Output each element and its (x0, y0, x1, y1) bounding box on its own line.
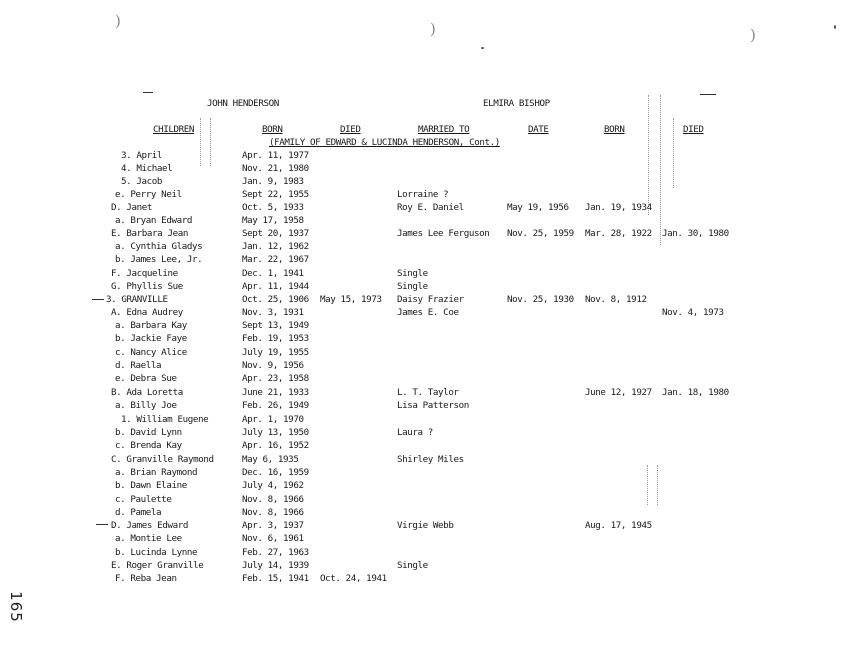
child-name: a. Bryan Edward (115, 215, 192, 226)
born-date: Feb. 19, 1953 (242, 333, 309, 344)
column-rule (648, 95, 649, 215)
child-name: d. Raella (115, 360, 162, 371)
col-died: DIED (340, 124, 361, 135)
child-name: F. Reba Jean (115, 573, 177, 584)
spouse-name: Shirley Miles (397, 454, 464, 465)
child-name: b. David Lynn (115, 427, 182, 438)
child-name: D. James Edward (111, 520, 188, 531)
born-date: June 21, 1933 (242, 387, 309, 398)
scan-mark: ) (430, 20, 436, 38)
child-name: b. Jackie Faye (115, 333, 187, 344)
child-name: C. Granville Raymond (111, 454, 214, 465)
child-name: D. Janet (111, 202, 153, 213)
spouse-born-date: Jan. 19, 1934 (585, 202, 652, 213)
born-date: Nov. 9, 1956 (242, 360, 304, 371)
child-name: a. Barbara Kay (115, 320, 187, 331)
scan-speck (481, 47, 484, 49)
born-date: Feb. 27, 1963 (242, 547, 309, 558)
spouse-name: Single (397, 268, 428, 279)
column-rule (210, 118, 211, 166)
spouse-died-date: Nov. 4, 1973 (662, 307, 724, 318)
spouse-name: L. T. Taylor (397, 387, 459, 398)
column-rule (647, 465, 648, 505)
child-name: c. Brenda Kay (115, 440, 182, 451)
child-name: 1. William Eugene (121, 414, 209, 425)
scan-mark: ) (115, 12, 121, 30)
spouse-born-date: Aug. 17, 1945 (585, 520, 652, 531)
page-number: 165 (6, 591, 25, 623)
born-date: Nov. 8, 1966 (242, 507, 304, 518)
child-name: 3. GRANVILLE (106, 294, 168, 305)
born-date: Nov. 3, 1931 (242, 307, 304, 318)
marriage-date: Nov. 25, 1959 (507, 228, 574, 239)
family-subtitle: (FAMILY OF EDWARD & LUCINDA HENDERSON, Cont.) (269, 137, 500, 148)
born-date: Dec. 1, 1941 (242, 268, 304, 279)
born-date: Sept 20, 1937 (242, 228, 309, 239)
spouse-name: Daisy Frazier (397, 294, 464, 305)
child-name: a. Cynthia Gladys (115, 241, 203, 252)
born-date: Apr. 11, 1977 (242, 150, 309, 161)
spouse-name: Virgie Webb (397, 520, 454, 531)
child-name: G. Phyllis Sue (111, 281, 183, 292)
spouse-died-date: Jan. 30, 1980 (662, 228, 729, 239)
born-date: July 14, 1939 (242, 560, 309, 571)
column-rule (673, 118, 674, 188)
marriage-date: May 19, 1956 (507, 202, 569, 213)
born-date: May 17, 1958 (242, 215, 304, 226)
child-name: 4. Michael (121, 163, 173, 174)
child-name: b. James Lee, Jr. (115, 254, 203, 265)
col-date: DATE (528, 124, 549, 135)
child-name: a. Billy Joe (115, 400, 177, 411)
born-date: Sept 13, 1949 (242, 320, 309, 331)
born-date: July 13, 1950 (242, 427, 309, 438)
born-date: Sept 22, 1955 (242, 189, 309, 200)
born-date: Nov. 6, 1961 (242, 533, 304, 544)
born-date: Apr. 11, 1944 (242, 281, 309, 292)
child-name: c. Nancy Alice (115, 347, 187, 358)
mother-name: ELMIRA BISHOP (483, 98, 550, 109)
child-name: b. Dawn Elaine (115, 480, 187, 491)
child-name: d. Pamela (115, 507, 162, 518)
child-name: b. Lucinda Lynne (115, 547, 198, 558)
child-name: F. Jacqueline (111, 268, 178, 279)
born-date: Apr. 1, 1970 (242, 414, 304, 425)
child-name: a. Brian Raymond (115, 467, 198, 478)
col-born: BORN (262, 124, 283, 135)
spouse-name: Laura ? (397, 427, 433, 438)
spouse-name: Single (397, 281, 428, 292)
born-date: Nov. 21, 1980 (242, 163, 309, 174)
margin-arrow (96, 524, 108, 525)
died-date: May 15, 1973 (320, 294, 382, 305)
child-name: B. Ada Loretta (111, 387, 183, 398)
father-name: JOHN HENDERSON (207, 98, 279, 109)
born-date: Apr. 23, 1958 (242, 373, 309, 384)
col-children: CHILDREN (153, 124, 195, 135)
col-spouse-born: BORN (604, 124, 625, 135)
child-name: E. Roger Granville (111, 560, 204, 571)
born-date: July 19, 1955 (242, 347, 309, 358)
child-name: E. Barbara Jean (111, 228, 188, 239)
spouse-died-date: Jan. 18, 1980 (662, 387, 729, 398)
child-name: A. Edna Audrey (111, 307, 183, 318)
column-rule (660, 95, 661, 245)
spouse-born-date: June 12, 1927 (585, 387, 652, 398)
born-date: Feb. 26, 1949 (242, 400, 309, 411)
scan-mark (700, 94, 716, 95)
spouse-name: Roy E. Daniel (397, 202, 464, 213)
child-name: e. Perry Neil (115, 189, 182, 200)
col-spouse-died: DIED (683, 124, 704, 135)
born-date: July 4, 1962 (242, 480, 304, 491)
col-married-to: MARRIED TO (418, 124, 470, 135)
born-date: Oct. 25, 1906 (242, 294, 309, 305)
spouse-name: James E. Coe (397, 307, 459, 318)
scan-speck (834, 25, 836, 29)
column-rule (657, 465, 658, 505)
born-date: Apr. 3, 1937 (242, 520, 304, 531)
born-date: Nov. 8, 1966 (242, 494, 304, 505)
died-date: Oct. 24, 1941 (320, 573, 387, 584)
spouse-born-date: Nov. 8, 1912 (585, 294, 647, 305)
scan-mark (143, 92, 153, 93)
born-date: Jan. 12, 1962 (242, 241, 309, 252)
spouse-name: Single (397, 560, 428, 571)
column-rule (200, 118, 201, 166)
spouse-name: Lorraine ? (397, 189, 449, 200)
child-name: a. Montie Lee (115, 533, 182, 544)
marriage-date: Nov. 25, 1930 (507, 294, 574, 305)
born-date: Feb. 15, 1941 (242, 573, 309, 584)
child-name: 3. April (121, 150, 163, 161)
child-name: c. Paulette (115, 494, 172, 505)
child-name: 5. Jacob (121, 176, 163, 187)
born-date: Apr. 16, 1952 (242, 440, 309, 451)
scan-mark: ) (750, 26, 756, 44)
child-name: e. Debra Sue (115, 373, 177, 384)
born-date: Jan. 9, 1983 (242, 176, 304, 187)
born-date: May 6, 1935 (242, 454, 299, 465)
spouse-born-date: Mar. 28, 1922 (585, 228, 652, 239)
born-date: Oct. 5, 1933 (242, 202, 304, 213)
margin-arrow (92, 299, 104, 300)
born-date: Mar. 22, 1967 (242, 254, 309, 265)
spouse-name: Lisa Patterson (397, 400, 469, 411)
born-date: Dec. 16, 1959 (242, 467, 309, 478)
spouse-name: James Lee Ferguson (397, 228, 490, 239)
